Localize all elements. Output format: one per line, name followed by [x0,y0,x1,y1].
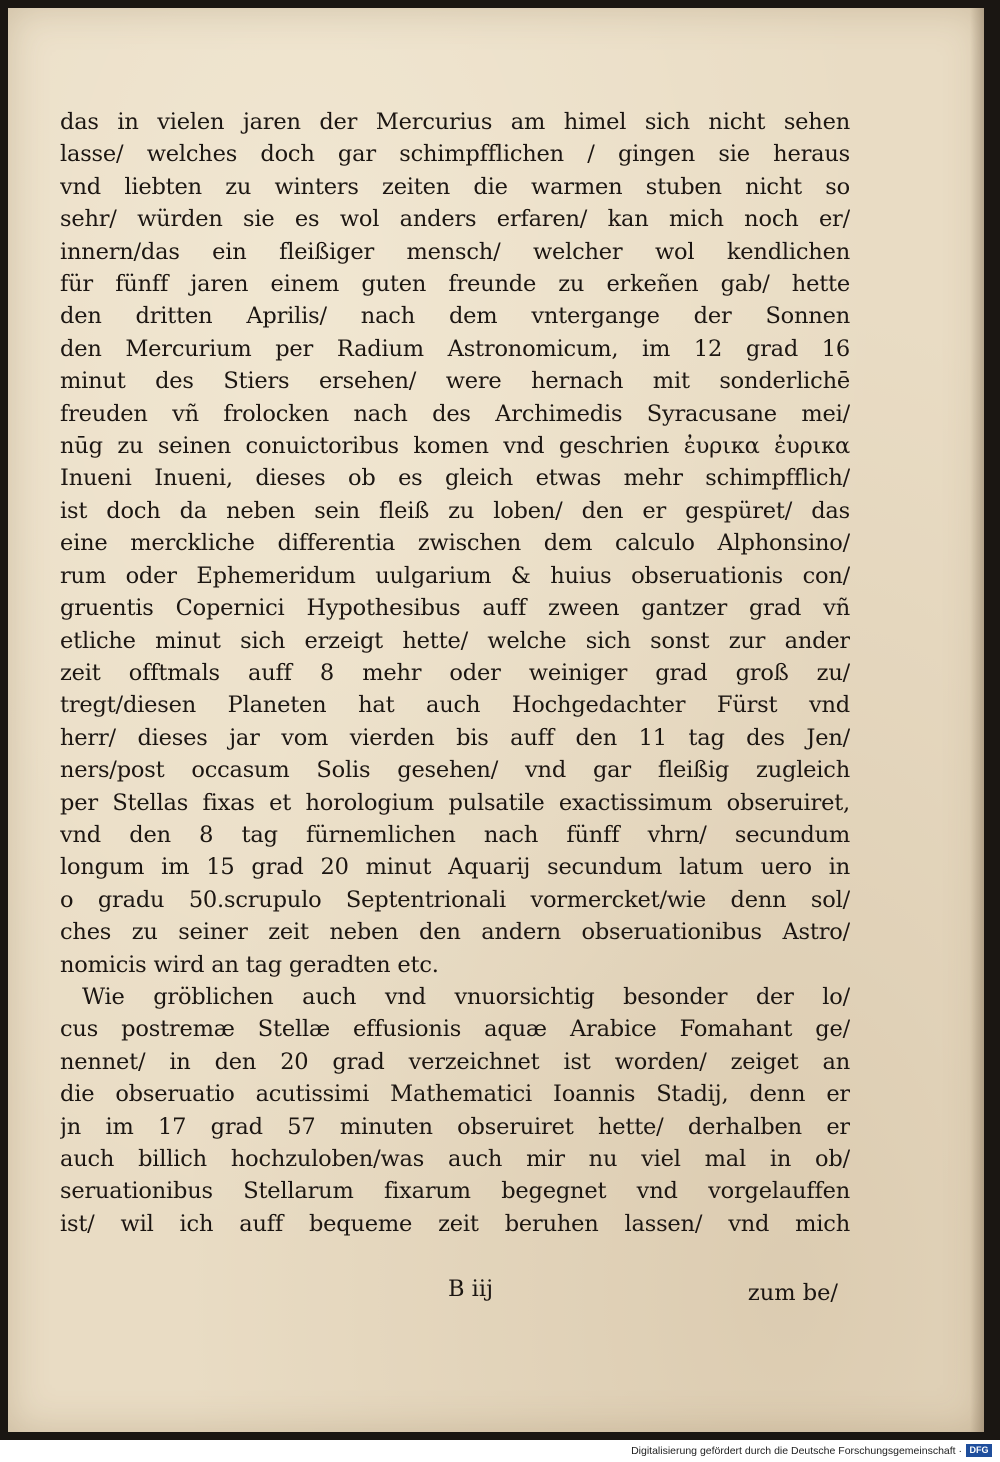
text-line: tregt/diesen Planeten hat auch Hochgedachter Fürst vnd [60,692,850,719]
body-text [60,106,850,1240]
text-line: lasse/ welches doch gar schimpfflichen / gingen sie heraus [60,141,850,168]
text-line: Inueni Inueni, dieses ob es gleich etwas mehr schimpfflich/ [60,465,850,492]
page-edge-shadow [970,8,984,1432]
text-line: herr/ dieses jar vom vierden bis auff den 11 tag des Jen/ [60,724,850,751]
text-line: ches zu seiner zeit neben den andern obseruationibus Astro/ [60,919,850,946]
dfg-logo-icon: DFG [966,1444,992,1457]
text-line: für fünff jaren einem guten freunde zu erkeñen gab/ hette [60,271,850,298]
paragraph-end-line: nomicis wird an tag geradten etc. [60,951,439,978]
funding-credit: Digitalisierung gefördert durch die Deutsche Forschungsgemeinschaft · [631,1445,962,1457]
text-line: sehr/ würden sie es wol anders erfaren/ kan mich noch er/ [60,206,850,233]
text-line: ist doch da neben sein fleiß zu loben/ den er gespüret/ das [60,497,850,524]
signature-mark: B iij [448,1276,494,1302]
text-line: vnd den 8 tag fürnemlichen nach fünff vhrn/ secundum [60,821,850,848]
text-line: zeit offtmals auff 8 mehr oder weiniger grad groß zu/ [60,659,850,686]
paragraph-start-line: Wie gröblichen auch vnd vnuorsichtig besonder der lo/ [82,983,850,1010]
text-line: longum im 15 grad 20 minut Aquarij secundum latum uero in [60,854,850,881]
text-line: rum oder Ephemeridum uulgarium & huius obseruationis con/ [60,562,850,589]
text-line: den Mercurium per Radium Astronomicum, im 12 grad 16 [60,335,850,362]
text-line: gruentis Copernici Hypothesibus auff zween gantzer grad vñ [60,595,850,622]
text-line: freuden vñ frolocken nach des Archimedis Syracusane mei/ [60,400,850,427]
text-line: eine merckliche differentia zwischen dem calculo Alphonsino/ [60,530,850,557]
text-line: das in vielen jaren der Mercurius am himel sich nicht sehen [60,109,850,135]
text-line: ners/post occasum Solis gesehen/ vnd gar fleißig zugleich [60,757,850,784]
text-line: o gradu 50.scrupulo Septentrionali vormercket/wie denn sol/ [60,886,850,913]
text-line: auch billich hochzuloben/was auch mir nu viel mal in ob/ [60,1146,850,1172]
text-line: vnd liebten zu winters zeiten die warmen stuben nicht so [60,173,850,200]
text-line: minut des Stiers ersehen/ were hernach mit sonderlichē [60,368,850,395]
book-page [8,8,984,1432]
text-line: nennet/ in den 20 grad verzeichnet ist worden/ zeiget an [60,1048,850,1075]
text-line: seruationibus Stellarum fixarum begegnet vnd vorgelauffen [60,1178,850,1205]
text-line: etliche minut sich erzeigt hette/ welche sich sonst zur ander [60,627,850,654]
text-line: ist/ wil ich auff bequeme zeit beruhen lassen/ vnd mich [60,1210,850,1237]
text-line: innern/das ein fleißiger mensch/ welcher wol kendlichen [60,238,850,265]
credit-bar [0,1440,1000,1462]
catchword: zum be/ [747,1280,838,1306]
text-line: nūg zu seinen conuictoribus komen vnd geschrien ἐυρικα ἐυρικα [60,433,850,460]
text-line: cus postremæ Stellæ effusionis aquæ Arabice Fomahant ge/ [60,1016,850,1043]
page-footer [60,1270,850,1310]
text-line: jn im 17 grad 57 minuten obseruiret hette/ derhalben er [60,1113,850,1140]
text-line: per Stellas fixas et horologium pulsatile exactissimum obseruiret, [60,789,850,816]
text-line: die obseruatio acutissimi Mathematici Ioannis Stadij, denn er [60,1081,850,1108]
text-line: den dritten Aprilis/ nach dem vntergange der Sonnen [60,303,850,330]
